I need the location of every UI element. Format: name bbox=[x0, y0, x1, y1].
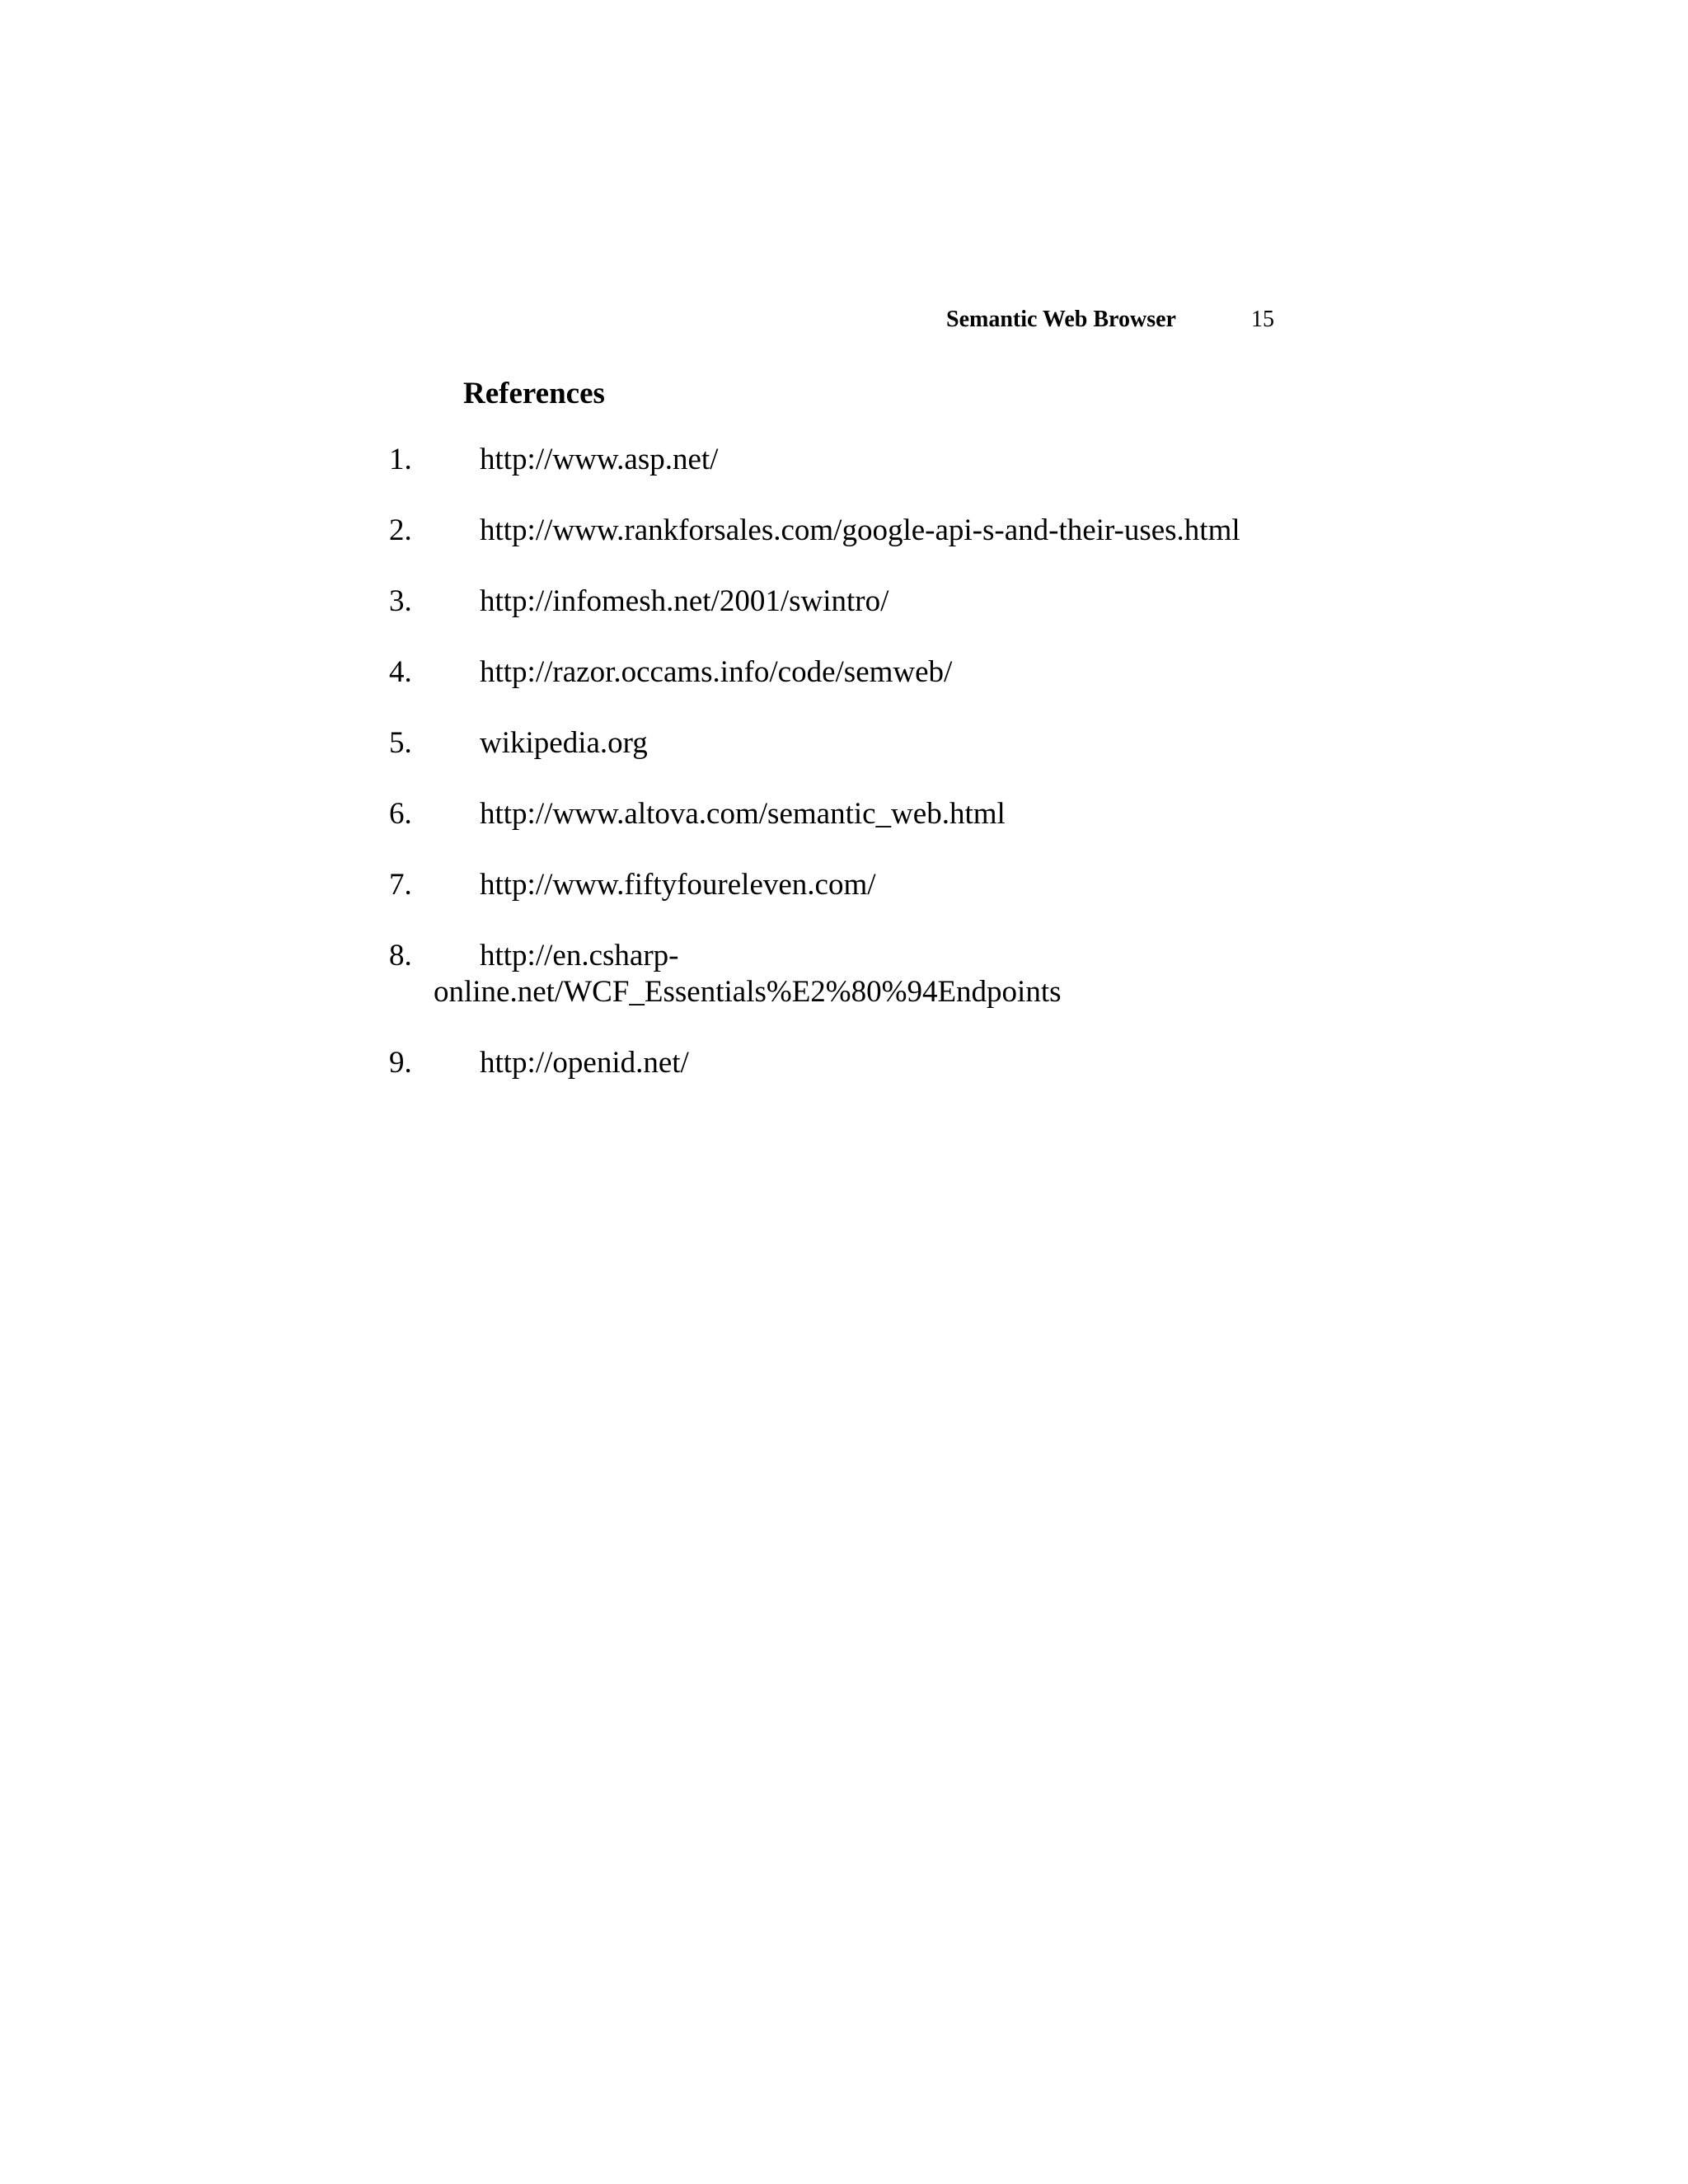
reference-item bbox=[389, 796, 1240, 832]
reference-number: 3. bbox=[389, 584, 412, 618]
reference-link: wikipedia.org bbox=[480, 726, 648, 760]
running-header-title: Semantic Web Browser bbox=[946, 307, 1176, 332]
reference-item bbox=[389, 867, 1240, 903]
reference-link: http://openid.net/ bbox=[480, 1046, 689, 1080]
reference-link: http://infomesh.net/2001/swintro/ bbox=[480, 584, 889, 618]
reference-number: 1. bbox=[389, 443, 412, 476]
reference-link: http://www.asp.net/ bbox=[480, 443, 719, 476]
reference-number: 7. bbox=[389, 868, 412, 902]
reference-number: 6. bbox=[389, 797, 412, 831]
reference-number: 8. bbox=[389, 939, 412, 972]
references-heading: References bbox=[463, 377, 605, 410]
reference-item bbox=[389, 513, 1240, 549]
reference-item bbox=[389, 442, 1240, 478]
page-number: 15 bbox=[1251, 307, 1274, 332]
reference-item bbox=[389, 938, 1240, 1010]
reference-link: http://www.fiftyfoureleven.com/ bbox=[480, 868, 876, 902]
reference-number: 9. bbox=[389, 1046, 412, 1080]
reference-number: 4. bbox=[389, 655, 412, 689]
reference-list bbox=[389, 442, 1240, 1116]
reference-number: 2. bbox=[389, 513, 412, 547]
reference-link: http://en.csharp- bbox=[480, 939, 679, 972]
reference-item bbox=[389, 583, 1240, 620]
reference-item bbox=[389, 1045, 1240, 1081]
reference-link-continuation: online.net/WCF_Essentials%E2%80%94Endpoints bbox=[434, 975, 1062, 1009]
reference-item bbox=[389, 725, 1240, 762]
reference-link: http://www.altova.com/semantic_web.html bbox=[480, 797, 1006, 831]
reference-link: http://razor.occams.info/code/semweb/ bbox=[480, 655, 953, 689]
reference-link: http://www.rankforsales.com/google-api-s-and-their-uses.html bbox=[480, 513, 1240, 547]
reference-number: 5. bbox=[389, 726, 412, 760]
reference-item bbox=[389, 654, 1240, 691]
